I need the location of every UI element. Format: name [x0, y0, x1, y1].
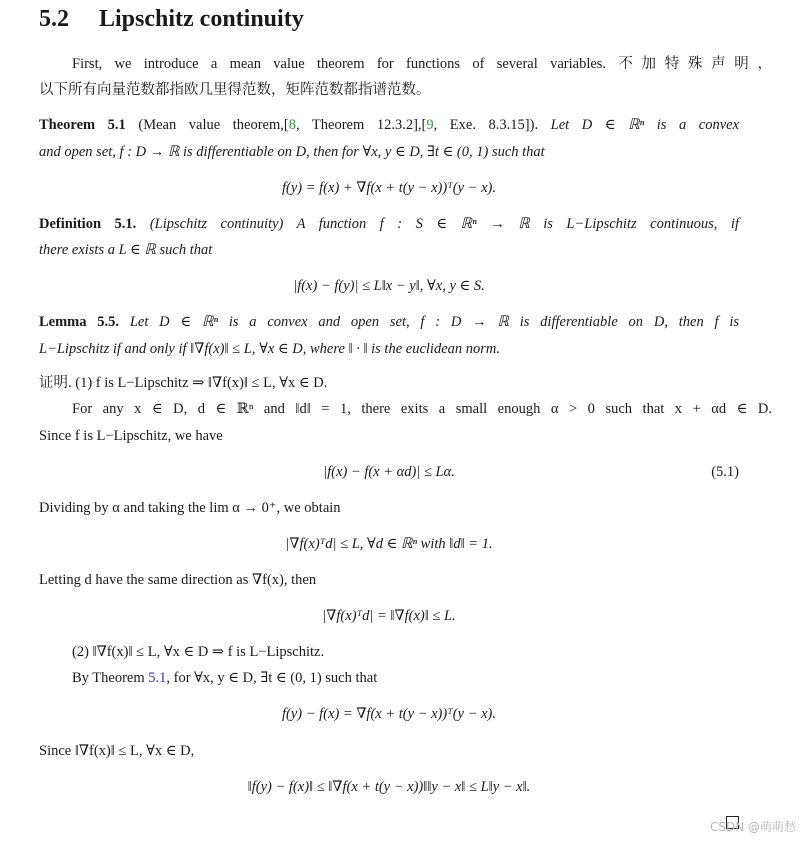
proof-p4-post: , for ∀x, y ∈ D, ∃t ∈ (0, 1) such that: [166, 670, 378, 686]
equation-number: (5.1): [711, 464, 739, 480]
proof-equation-5: ‖f(y) − f(x)‖ ≤ ‖∇f(x + t(y − x))‖‖y − x‖ ≤ L‖y − x‖.: [247, 779, 531, 795]
intro-line-2: 以下所有向量范数都指欧几里得范数，矩阵范数都指谱范数。: [39, 82, 431, 98]
definition-line-2: there exists a L ∈ ℝ such that: [39, 242, 213, 258]
theorem-equation: f(y) = f(x) + ∇f(x + t(y − x))ᵀ(y − x).: [282, 180, 496, 196]
proof-equation-4: f(y) − f(x) = ∇f(x + t(y − x))ᵀ(y − x).: [282, 706, 496, 722]
theorem-statement-2: and open set, f : D → ℝ is differentiable on D, then for ∀x, y ∈ D, ∃t ∈ (0, 1) such that: [39, 144, 545, 160]
section-title: Lipschitz continuity: [99, 6, 304, 32]
equation-5-1: |f(x) − f(x + αd)| ≤ Lα.: [323, 464, 455, 480]
citation-link-9[interactable]: 9: [426, 117, 434, 133]
proof-p1-line-2: Since f is L−Lipschitz, we have: [39, 428, 223, 444]
theorem-label: Theorem 5.1: [39, 117, 126, 133]
theorem-note-open: (Mean value theorem,[: [138, 117, 289, 133]
proof-part2: (2) ‖∇f(x)‖ ≤ L, ∀x ∈ D ⇒ f is L−Lipschitz.: [72, 644, 325, 660]
proof-p4-line: [39, 668, 772, 688]
section-number: 5.2: [39, 6, 69, 32]
lemma-line-1: Let D ∈ ℝⁿ is a convex and open set, f : D → ℝ is differentiable on D, then f is: [129, 314, 739, 330]
lemma-label: Lemma 5.5.: [39, 314, 120, 330]
proof-p1-line-1: For any x ∈ D, d ∈ ℝⁿ and ‖d‖ = 1, there exits a small enough α > 0 such that x + αd ∈ D.: [72, 401, 772, 417]
proof-label: 证明.: [39, 375, 72, 391]
theorem-note-mid1: , Theorem 12.3.2],[: [295, 117, 427, 133]
theorem-heading-line: [39, 115, 739, 135]
equation-5-1-row: [39, 462, 739, 482]
definition-heading-line: [39, 214, 739, 234]
proof-p3: Letting d have the same direction as ∇f(x), then: [39, 572, 317, 588]
proof-part1: (1) f is L−Lipschitz ⇒ ‖∇f(x)‖ ≤ L, ∀x ∈ D.: [75, 375, 328, 391]
definition-equation: |f(x) − f(y)| ≤ L‖x − y‖, ∀x, y ∈ S.: [293, 278, 485, 294]
proof-p5: Since ‖∇f(x)‖ ≤ L, ∀x ∈ D,: [39, 743, 195, 759]
theorem-note-mid2: , Exe. 8.3.15]).: [433, 117, 539, 133]
definition-label: Definition 5.1.: [39, 216, 137, 232]
csdn-watermark: CSDN @萌萌愁: [709, 820, 796, 834]
proof-p2: Dividing by α and taking the lim α → 0⁺, we obtain: [39, 500, 341, 516]
theorem-statement-1: Let D ∈ ℝⁿ is a convex: [550, 117, 740, 133]
proof-equation-3: |∇f(x)ᵀd| = ‖∇f(x)‖ ≤ L.: [322, 608, 456, 624]
section-heading: [39, 6, 304, 33]
definition-line-1: (Lipschitz continuity) A function f : S ∈ ℝⁿ → ℝ is L−Lipschitz continuous, if: [149, 216, 739, 232]
proof-part1-line: [39, 373, 739, 393]
proof-p4-pre: By Theorem: [72, 670, 149, 686]
intro-line-1: First, we introduce a mean value theorem for functions of several variables. 不加特殊声明，: [72, 56, 772, 72]
lemma-heading-line: [39, 312, 739, 332]
theorem-ref-link[interactable]: 5.1: [148, 670, 167, 686]
lemma-line-2: L−Lipschitz if and only if ‖∇f(x)‖ ≤ L, ∀x ∈ D, where ‖ · ‖ is the euclidean norm.: [39, 341, 501, 357]
proof-equation-2: |∇f(x)ᵀd| ≤ L, ∀d ∈ ℝⁿ with ‖d‖ = 1.: [285, 536, 493, 552]
citation-link-8[interactable]: 8: [288, 117, 296, 133]
